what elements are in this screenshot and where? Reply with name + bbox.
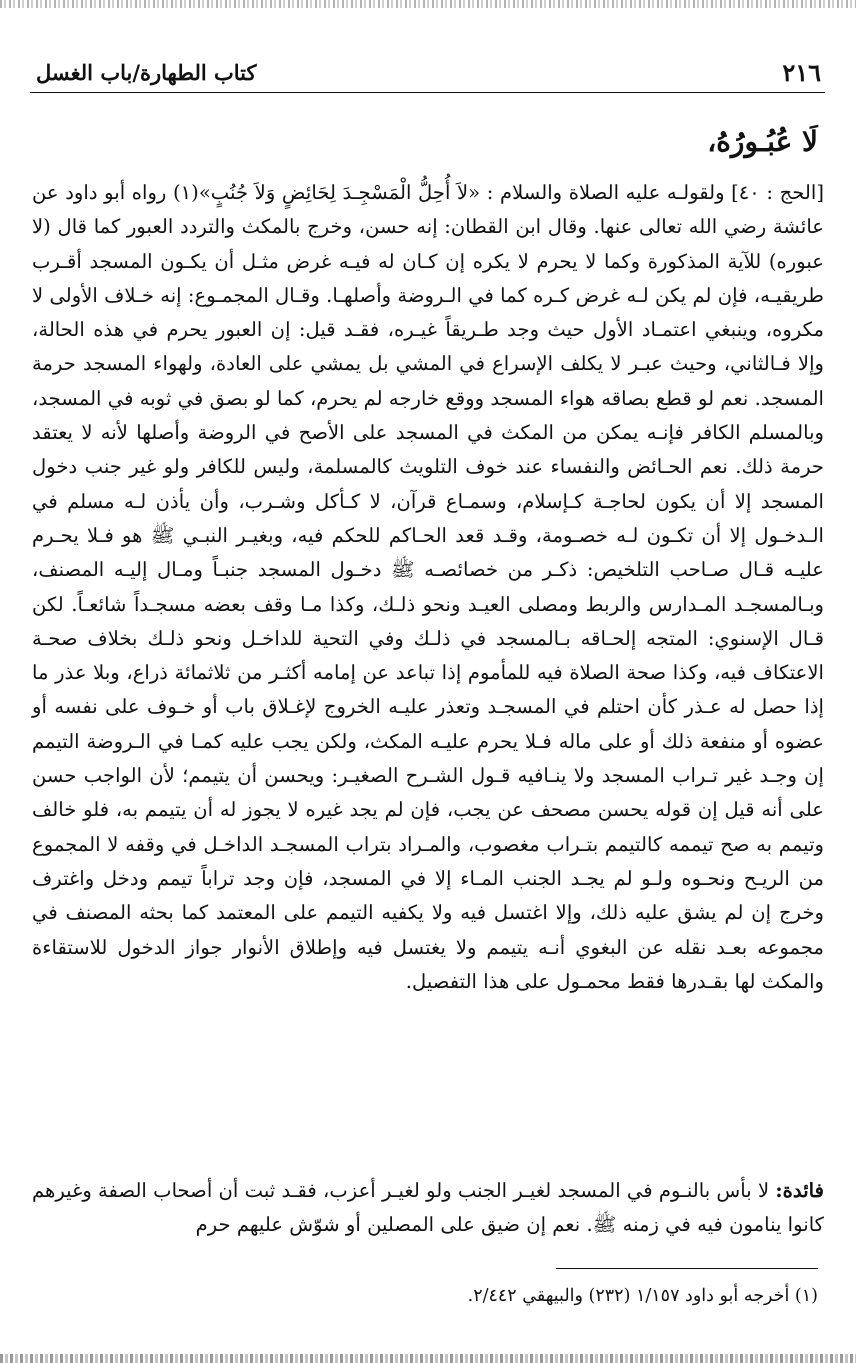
top-ornamental-border — [0, 0, 856, 8]
benefit-label: فائدة: — [775, 1179, 824, 1202]
running-title: كتاب الطهارة/باب الغسل — [36, 60, 257, 85]
matn-text: لَا عُبُـورُهُ، — [707, 125, 818, 158]
benefit-text: لا بأس بالنـوم في المسجد لغيـر الجنب ولو لغيـر أعزب، فقـد ثبت أن أصحاب الصفة وغيرهم كانوا ينامون فيه في زمنه ﷺ. نعم إن ضيق على المصلين أو شوّش عليهم حرم — [32, 1179, 824, 1237]
bottom-ornamental-border — [0, 1354, 856, 1363]
footnote: (١) أخرجه أبو داود ١/١٥٧ (٢٣٢) والبيهقي ٢/٤٤٢. — [467, 1286, 818, 1306]
page-number: ٢١٦ — [782, 58, 821, 87]
benefit-paragraph — [32, 1174, 824, 1243]
footnote-separator — [556, 1268, 818, 1269]
page-header — [30, 58, 825, 93]
commentary-paragraph: [الحج : ٤٠] ولقولـه عليه الصلاة والسلام : «لاَ أُحِلُّ الْمَسْجِـدَ لِحَائِضٍ وَلاَ جُنُبٍ»(١) رواه أبو داود عن عائشة رضي الله تعالى عنها. وقال ابن القطان: إنه حسن، وخرج بالمكث والتردد العبور كما قال (لا عبوره) للآية المذكورة وكما لا يحرم لا يكره إن كـان له فيـه غرض مثـل أن يكـون المسجد أقـرب طريقيـه، فإن لم يكن لـه غرض كـره كما في الـروضة وأصلهـا. وقـال المجمـوع: إنه خـلاف الأولى لا مكروه، وينبغي اعتمـاد الأول حيث وجد طـريقاً غيـره، فقـد قيل: إن العبور يحرم في هذه الحالة، وإلا فـالثاني، وحيث عبـر لا يكلف الإسراع في المشي بل يمشي على العادة، ولهواء المسجد حرمة المسجد. نعم لو قطع بصاقه هواء المسجد ووقع خارجه لم يحرم، كما لو بصق في ثوبه في المسجد، وبالمسلم الكافر فإنـه يمكن من المكث في المسجد على الأصح في الروضة وأصلها لأنه لا يعتقد حرمة ذلك. نعم الحـائض والنفساء عند خوف التلويث كالمسلمة، وليس للكافر ولو غير جنب دخول المسجد إلا أن يكون لحاجـة كـإسلام، وسمـاع قرآن، لا كـأكل وشـرب، وأن يأذن لـه مسلم في الـدخـول إلا أن تكـون لـه خصـومة، وقـد قعد الحـاكم للحكم فيه، وبغيـر النبـي ﷺ هو فـلا يحـرم عليـه قـال صـاحب التلخيص: ذكـر من خصائصـه ﷺ دخـول المسجد جنبـاً ومـال إليـه المصنف، وبـالمسجـد المـدارس والربط ومصلى العيـد ونحو ذلـك، وكذا مـا وقف بعضه مسجـداً شائعـاً. لكن قـال الإسنوي: المتجه إلحـاقه بـالمسجد في ذلـك وفي التحية للداخـل ونحو ذلـك بخلاف صحـة الاعتكاف فيه، وكذا صحة الصلاة فيه للمأموم إذا تباعد عن إمامه أكثـر من ثلاثمائة ذراع، وبلا عذر ما إذا حصل له عـذر كأن احتلم في المسجـد وتعذر عليـه الخروج لإغـلاق باب أو خـوف على نفسه أو عضوه أو منفعة ذلك أو على ماله فـلا يحرم عليـه المكث، ولكن يجب عليه كمـا في الـروضة التيمم إن وجـد غير تـراب المسجد ولا ينـافيه قـول الشـرح الصغيـر: ويحسن أن يتيمم؛ لأن الواجب حسن على أنه قيل إن قوله يحسن مصحف عن يجب، فإن لم يجد غيره لا يجوز له أن يتيمم به، فلو خالف وتيمم به صح تيممه كالتيمم بتـراب مغصوب، والمـراد بتراب المسجـد الداخـل في وقفه لا المجموع من الريـح ونحـوه ولـو لم يجـد الجنب المـاء إلا في المسجد، فإن وجد تراباً تيمم ودخل واغترف وخرج إن لم يشق عليه ذلك، وإلا اغتسل فيه ولا يكفيه التيمم على المعتمد كما بحثه المصنف في مجموعه بعـد نقله عن البغوي أنـه يتيمم ولا يغتسل فيه وإطلاق الأنوار جواز الدخول للاستقاءة والمكث لها بقـدرها فقط محمـول على هذا التفصيل. — [32, 181, 825, 993]
